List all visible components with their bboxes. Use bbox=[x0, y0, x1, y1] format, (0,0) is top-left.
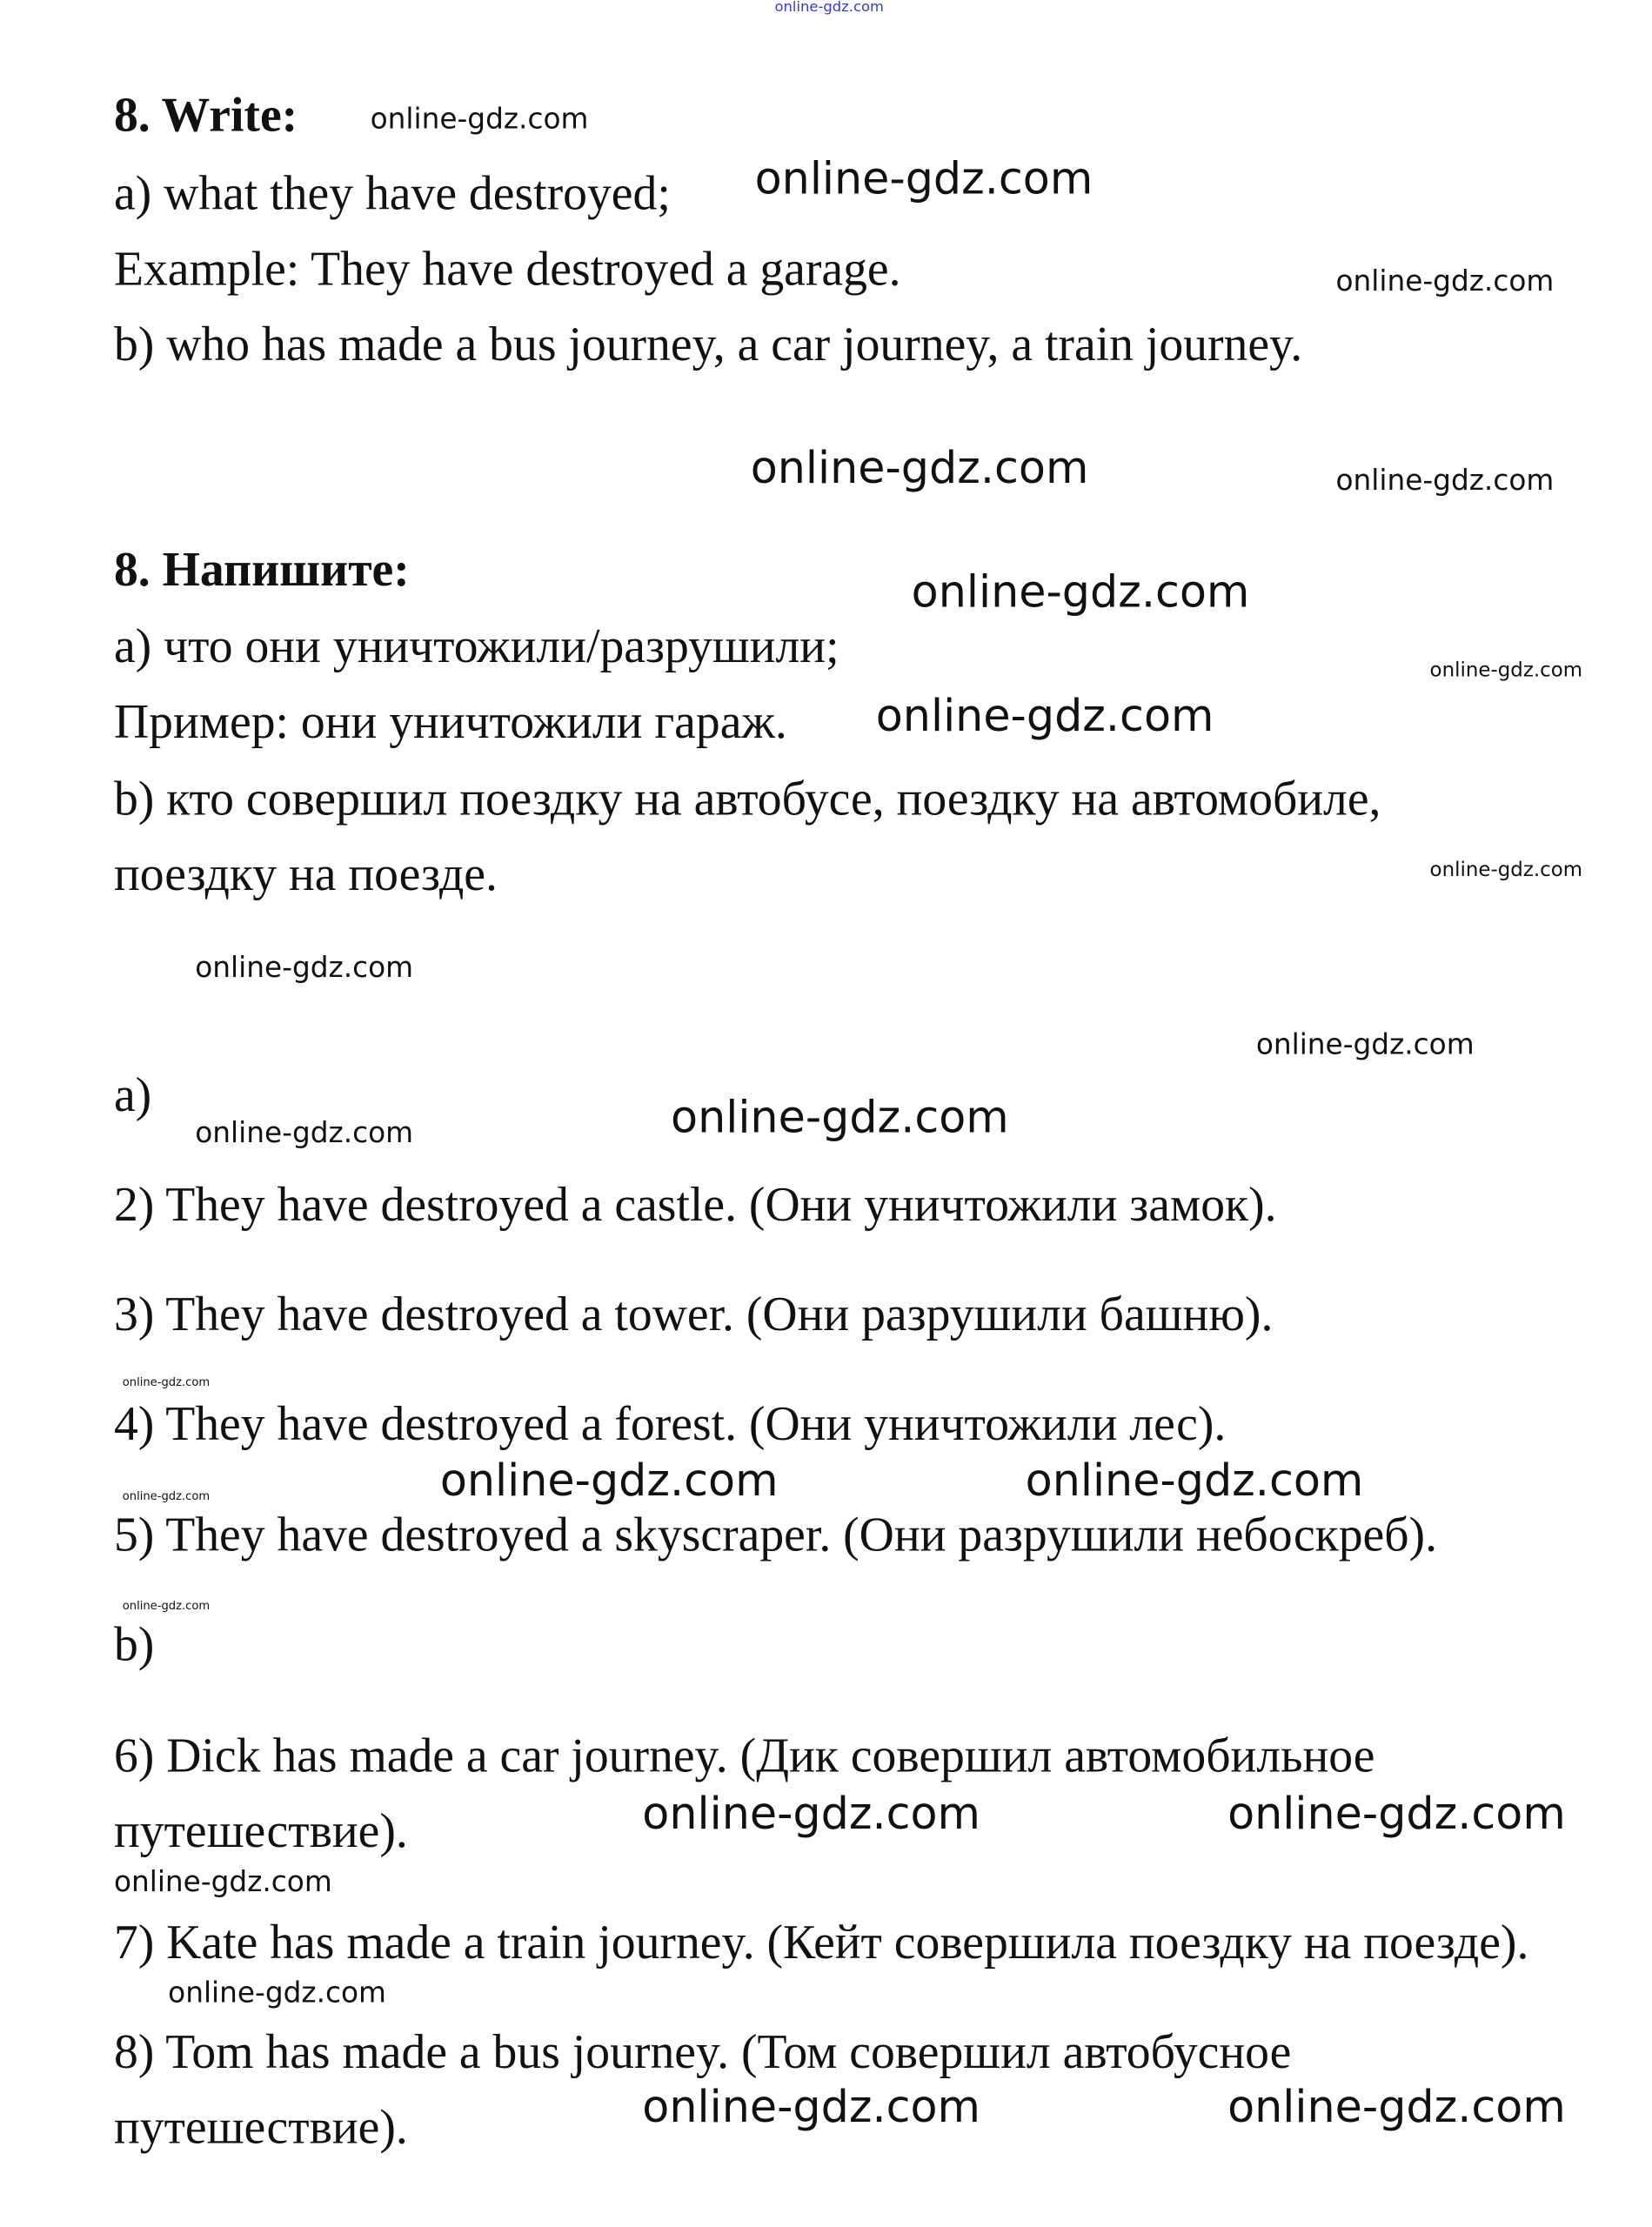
watermark: online-gdz.com bbox=[122, 1489, 211, 1503]
watermark: online-gdz.com bbox=[911, 566, 1250, 619]
watermark: online-gdz.com bbox=[113, 1863, 332, 1899]
watermark: online-gdz.com bbox=[1429, 859, 1583, 882]
watermark: online-gdz.com bbox=[671, 1092, 1009, 1144]
watermark: online-gdz.com bbox=[875, 690, 1214, 742]
watermark: online-gdz.com bbox=[642, 2082, 980, 2134]
answer-b-label: b) bbox=[113, 1619, 155, 1672]
answer-item: 4) They have destroyed a forest. (Они уничтожили лес). bbox=[113, 1398, 1227, 1452]
watermark: online-gdz.com bbox=[750, 443, 1089, 495]
task-example-en: Example: They have destroyed a garage. bbox=[113, 243, 901, 297]
watermark: online-gdz.com bbox=[1335, 463, 1555, 498]
watermark: online-gdz.com bbox=[1429, 659, 1583, 683]
task-b-en: b) who has made a bus journey, a car journey, a train journey. bbox=[113, 318, 1303, 372]
watermark: online-gdz.com bbox=[1227, 1789, 1566, 1841]
task-b-ru-line1: b) кто совершил поездку на автобусе, поездку на автомобиле, bbox=[113, 772, 1381, 826]
task-example-ru: Пример: они уничтожили гараж. bbox=[113, 696, 787, 750]
watermark: online-gdz.com bbox=[195, 949, 414, 985]
header-watermark: online-gdz.com bbox=[774, 0, 884, 17]
answer-item-cont: путешествие). bbox=[113, 1805, 408, 1859]
answer-item: 2) They have destroyed a castle. (Они уничтожили замок). bbox=[113, 1179, 1277, 1233]
answer-item: 5) They have destroyed a skyscraper. (Они разрушили небоскреб). bbox=[113, 1509, 1437, 1562]
task-b-ru-line2: поездку на поезде. bbox=[113, 848, 498, 902]
answer-item: 3) They have destroyed a tower. (Они разрушили башню). bbox=[113, 1288, 1274, 1342]
watermark: online-gdz.com bbox=[1025, 1455, 1364, 1507]
task-title-ru: 8. Напишите: bbox=[113, 544, 410, 597]
answer-a-label: a) bbox=[113, 1069, 152, 1122]
watermark: online-gdz.com bbox=[122, 1375, 211, 1389]
answer-item: 7) Kate has made a train journey. (Кейт совершила поездку на поезде). bbox=[113, 1916, 1529, 1970]
watermark: online-gdz.com bbox=[370, 101, 589, 136]
task-a-en: a) what they have destroyed; bbox=[113, 168, 671, 221]
watermark: online-gdz.com bbox=[1335, 263, 1555, 298]
watermark: online-gdz.com bbox=[122, 1599, 211, 1613]
watermark: online-gdz.com bbox=[1255, 1027, 1475, 1061]
watermark: online-gdz.com bbox=[642, 1789, 980, 1841]
watermark: online-gdz.com bbox=[168, 1975, 386, 2010]
watermark: online-gdz.com bbox=[1227, 2082, 1566, 2134]
task-a-ru: a) что они уничтожили/разрушили; bbox=[113, 620, 839, 674]
task-title-en: 8. Write: bbox=[113, 90, 298, 143]
answer-item-cont: путешествие). bbox=[113, 2102, 408, 2155]
answer-item: 6) Dick has made a car journey. (Дик совершил автомобильное bbox=[113, 1729, 1375, 1783]
watermark: online-gdz.com bbox=[195, 1114, 414, 1150]
answer-item: 8) Tom has made a bus journey. (Том совершил автобусное bbox=[113, 2026, 1292, 2080]
watermark: online-gdz.com bbox=[754, 153, 1094, 205]
watermark: online-gdz.com bbox=[439, 1455, 779, 1507]
